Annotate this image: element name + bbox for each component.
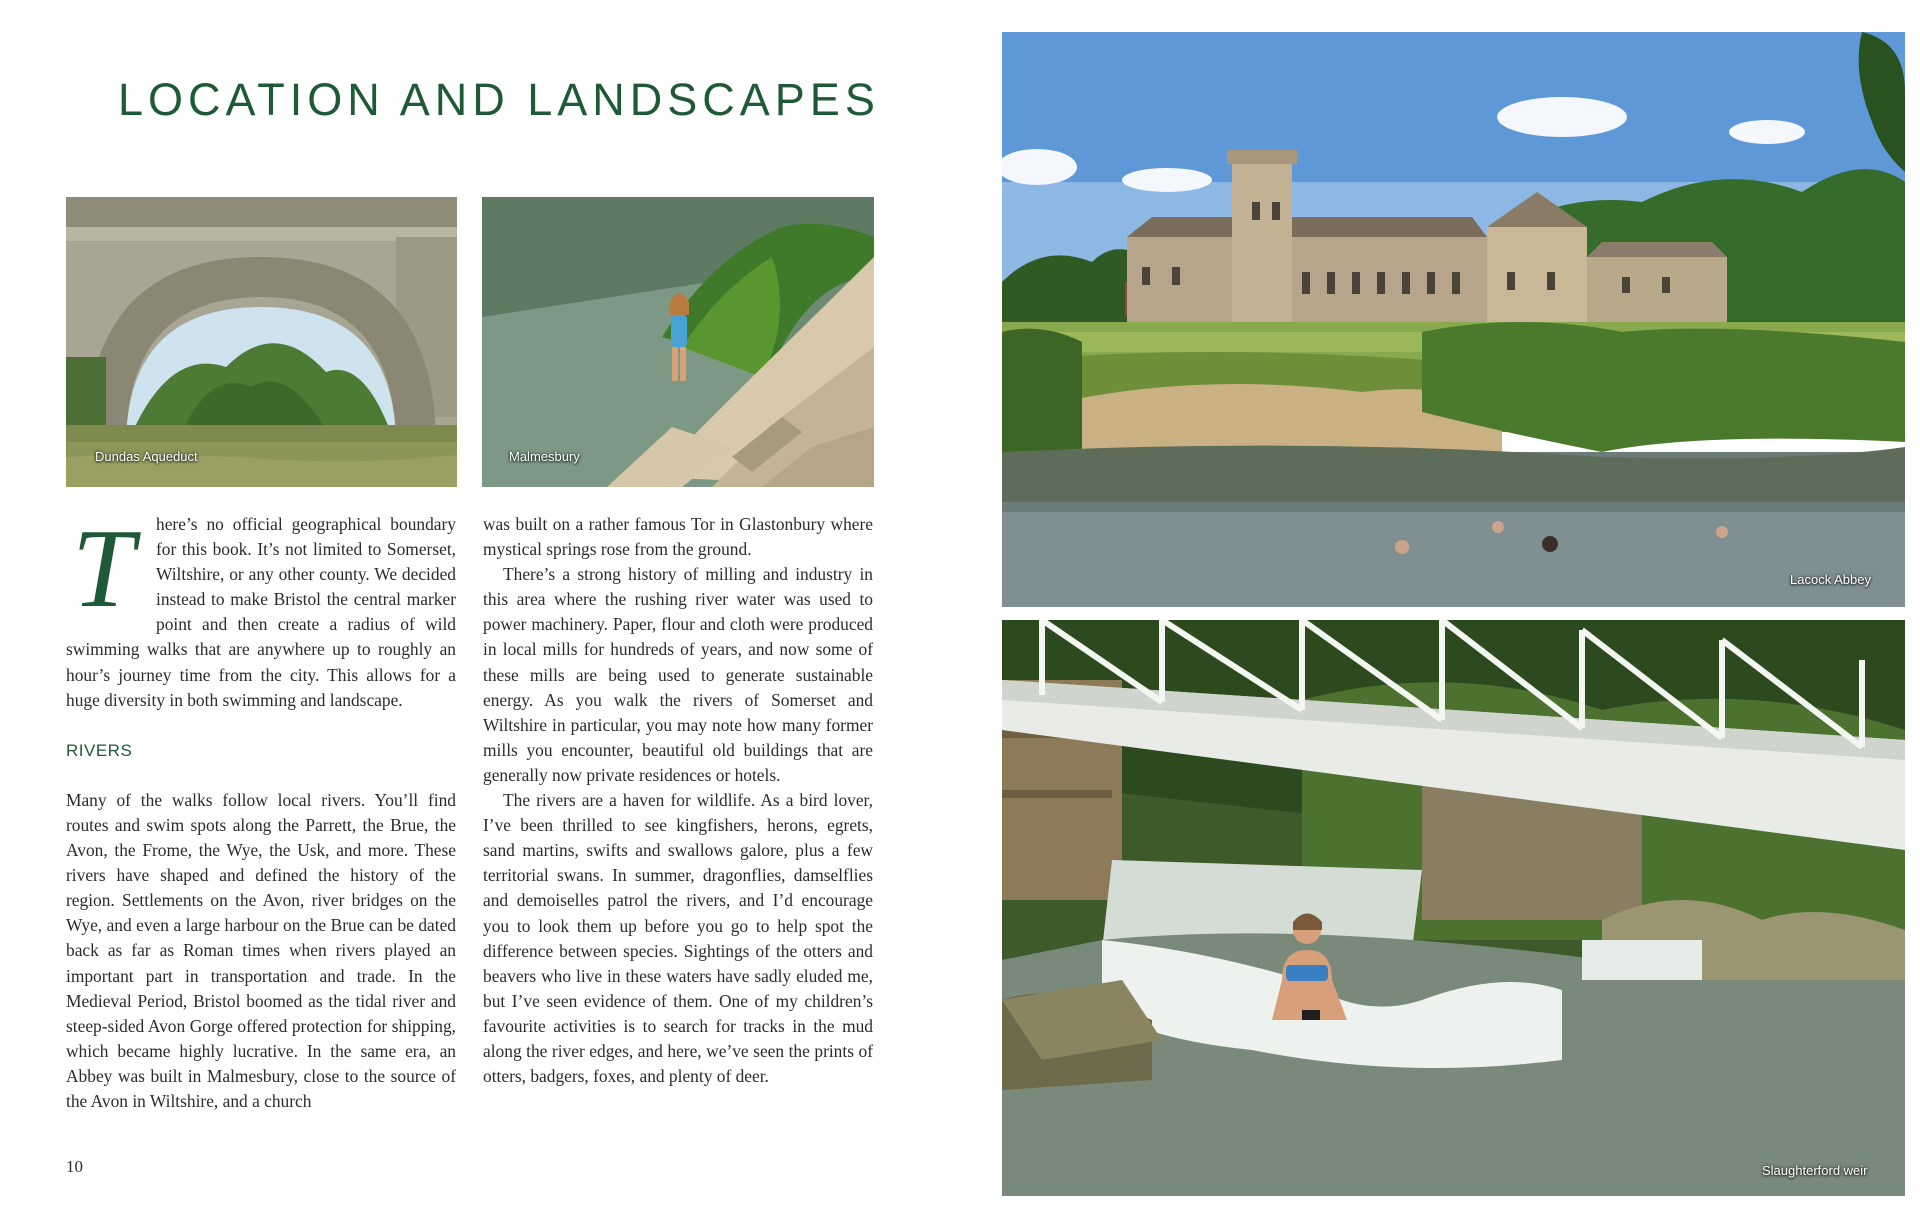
lacock-abbey-illustration: [1002, 32, 1905, 607]
col2-paragraph-3: The rivers are a haven for wildlife. As a bird lover, I’ve been thrilled to see kingfishers, herons, egrets, sand martins, swifts and swallows galore, plus a few territorial swans. In summer, dragonflies, damselflies and demoiselles patrol the rivers, and I’d encourage you to look them up before you go to help spot the difference between species. Sightings of the otters and beavers who live in these waters have sadly eluded me, but I’ve seen evidence of them. One of my children’s favourite activities is to search for tracks in the mud along the river edges, and here, we’ve seen the prints of otters, badgers, foxes, and plenty of deer.: [483, 790, 873, 1087]
caption-malmesbury: Malmesbury: [509, 449, 580, 464]
photo-slaughterford-weir: [1002, 620, 1905, 1196]
col2-paragraph-2: There’s a strong history of milling and industry in this area where the rushing river water was used to power machinery. Paper, flour and cloth were produced in local mills for hundreds of years, and now some of these mills are being used to generate sustainable energy. As you walk the rivers of Somerset and Wiltshire in particular, you may note how many former mills you encounter, beautiful old buildings that are generally now private residences or hotels.: [483, 564, 873, 785]
page-title: LOCATION AND LANDSCAPES: [118, 74, 880, 125]
drop-cap-glyph: [64, 516, 156, 620]
caption-dundas-aqueduct: Dundas Aqueduct: [95, 449, 198, 464]
page-number: 10: [66, 1157, 83, 1176]
slaughterford-weir-illustration: [1002, 620, 1905, 1196]
text-column-left: [66, 512, 456, 1114]
intro-paragraph: here’s no official geographical boundary for this book. It’s not limited to Somerset, Wiltshire, or any other county. We decided instead to make Bristol the central marker point and then create a radius of wild swimming walks that are anywhere up to roughly an hour’s journey time from the city. This allows for a huge diversity in both swimming and landscape.: [66, 514, 456, 710]
text-column-right: [483, 512, 873, 1089]
rivers-heading: RIVERS: [66, 740, 133, 760]
caption-lacock-abbey: Lacock Abbey: [1790, 572, 1871, 587]
photo-dundas-aqueduct: [66, 197, 457, 487]
col2-paragraph-1: was built on a rather famous Tor in Glastonbury where mystical springs rose from the ground.: [483, 514, 873, 560]
svg-text:T: T: [72, 516, 135, 620]
photo-malmesbury: [482, 197, 874, 487]
aqueduct-illustration: [66, 197, 457, 487]
photo-lacock-abbey: [1002, 32, 1905, 607]
rivers-paragraph: Many of the walks follow local rivers. You’ll find routes and swim spots along the Parrett, the Brue, the Avon, the Frome, the Wye, the Usk, and more. These rivers have shaped and defined the history of the region. Settlements on the Avon, river bridges on the Wye, and even a large harbour on the Brue can be dated back as far as Roman times when rivers played an important part in transportation and trade. In the Medieval Period, Bristol boomed as the tidal river and steep-sided Avon Gorge offered protection for shipping, which became highly lucrative. In the same era, an Abbey was built in Malmesbury, close to the source of the Avon in Wiltshire, and a church: [66, 789, 456, 1111]
drop-cap: [64, 516, 156, 620]
caption-slaughterford-weir: Slaughterford weir: [1762, 1163, 1868, 1178]
malmesbury-illustration: [482, 197, 874, 487]
